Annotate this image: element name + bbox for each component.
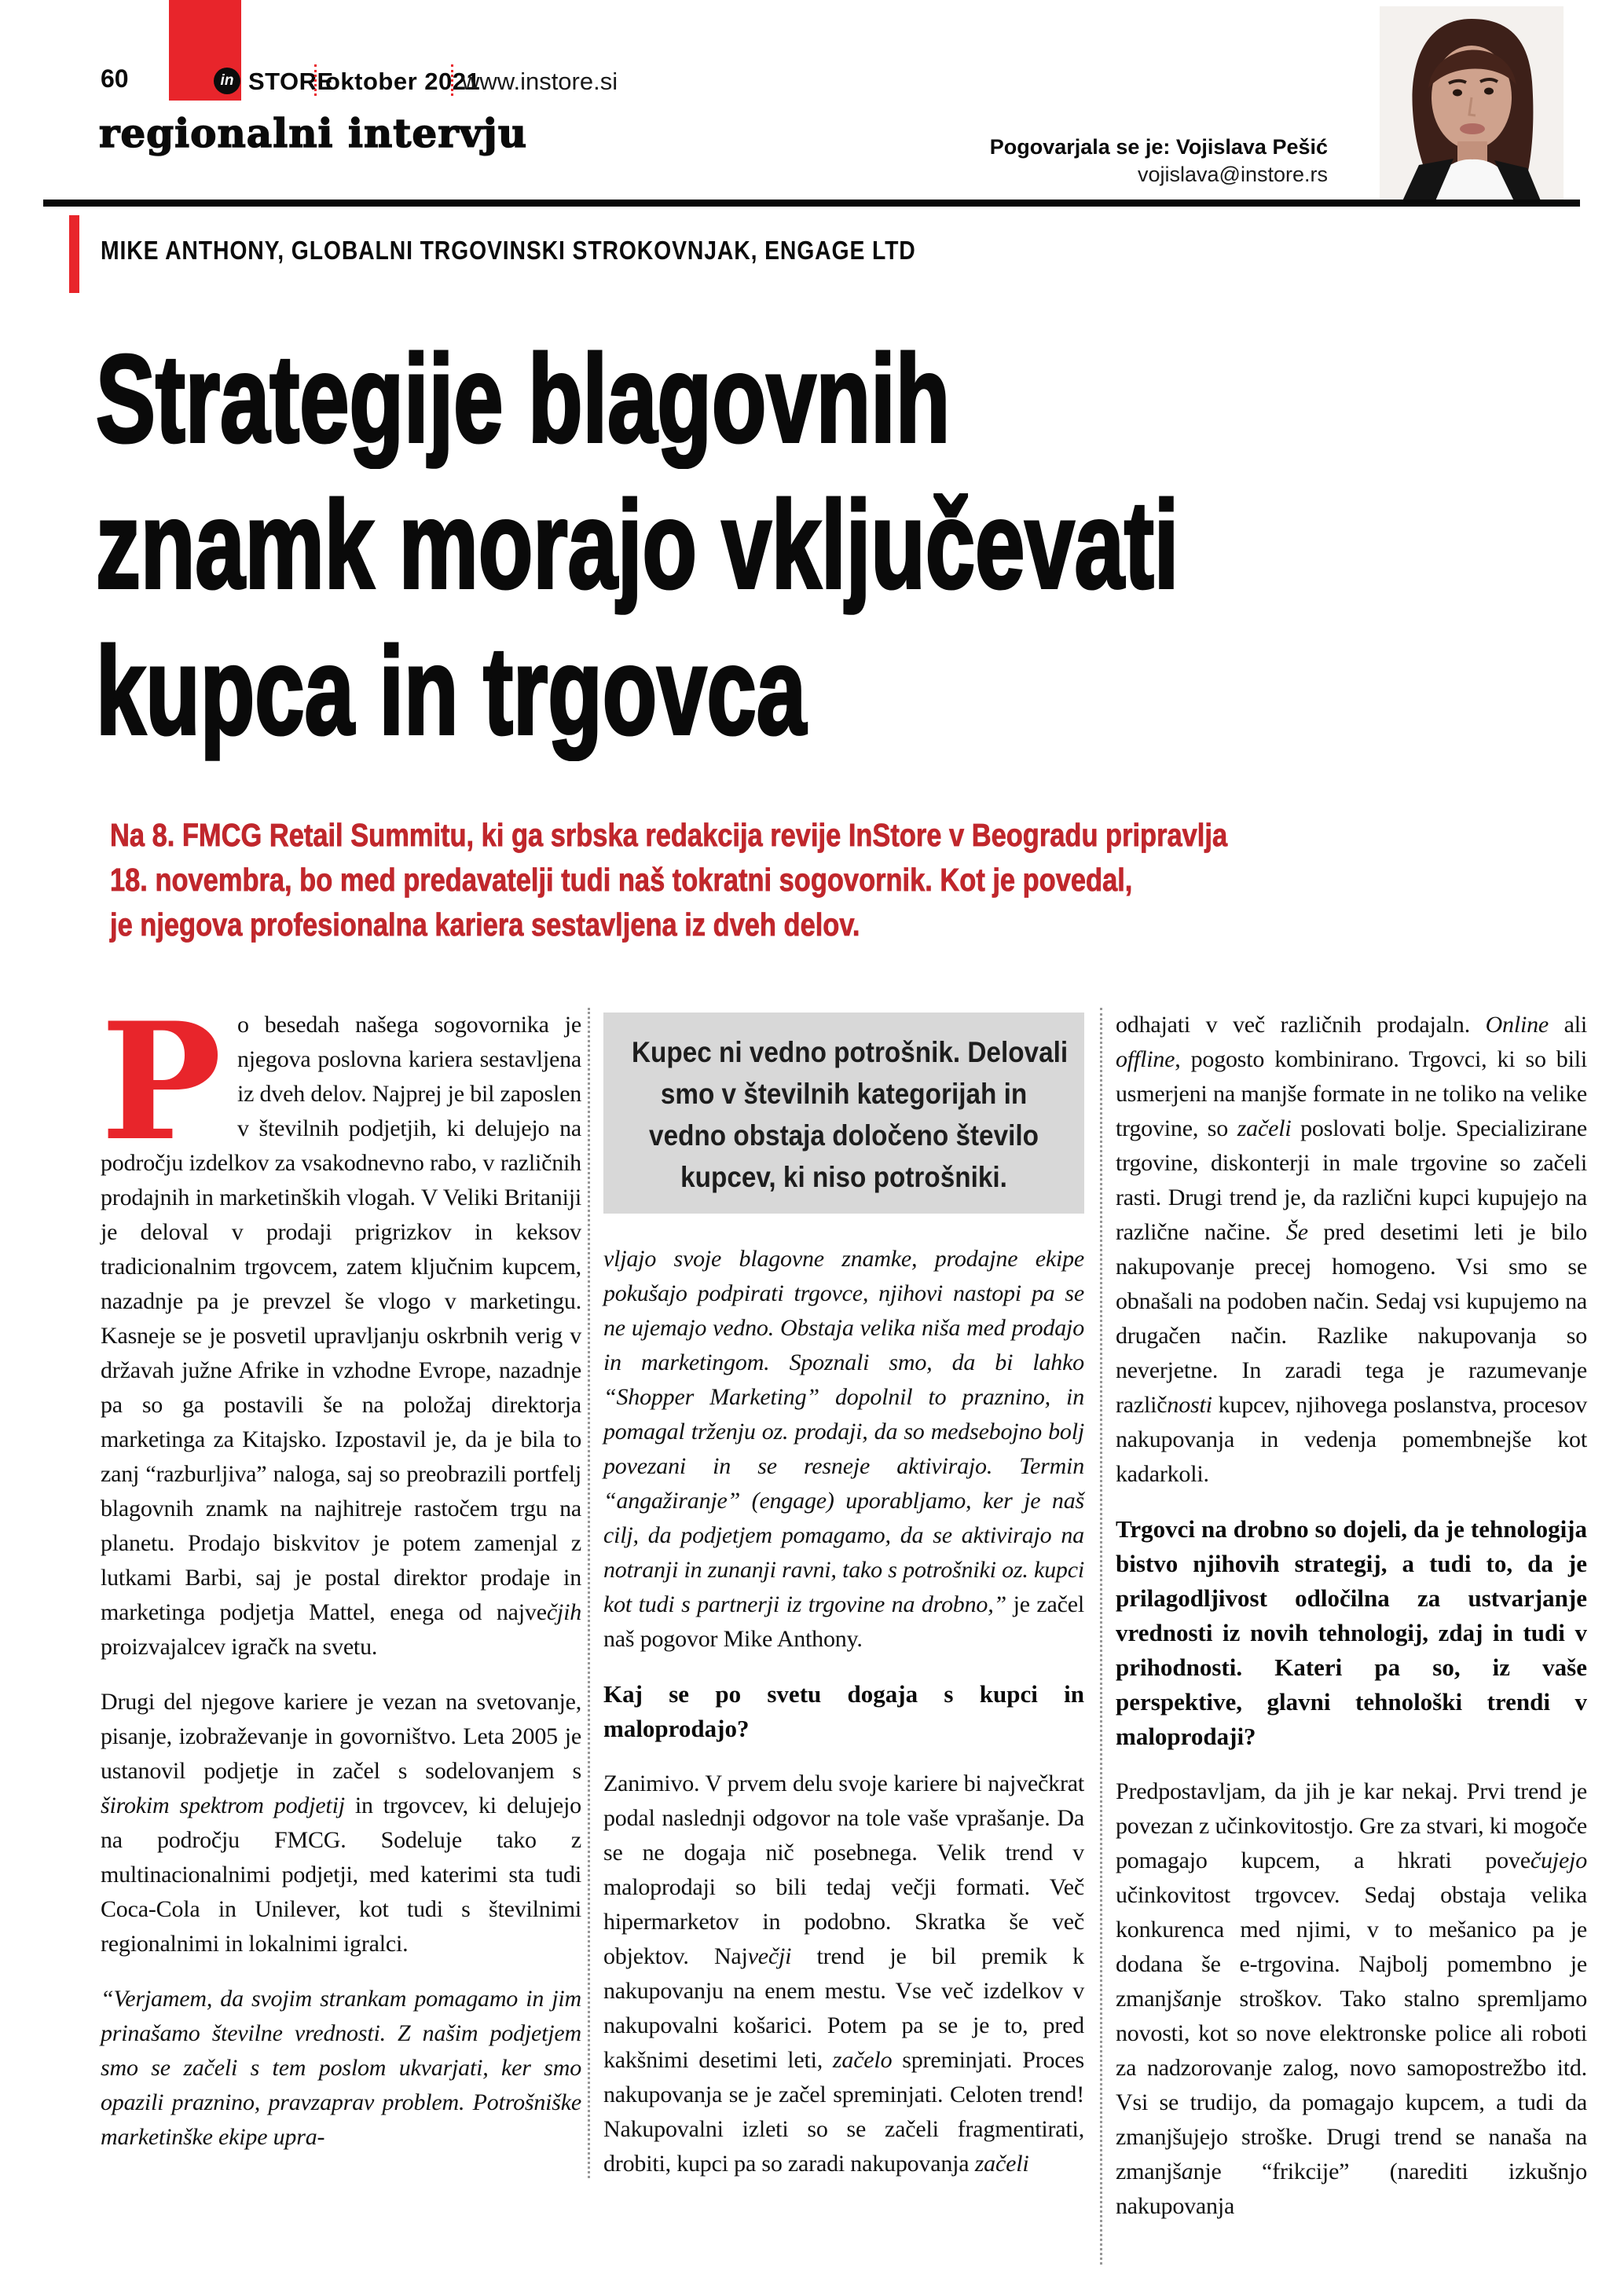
masthead-divider (451, 64, 453, 96)
body-paragraph: odhajati v več različnih prodajaln. Online ali offline, pogosto kombinirano. Trgovci, ki so bili usmerjeni na manjše formate in ne toliko na velike trgovine, so začeli poslovati bolje. Specializirane trgovine, diskonterji in male trgovine so začeli rasti. Drugi trend je, da različni kupci kupujejo na različne načine. Še pred desetimi leti je bilo nakupovanje precej homogeno. Vsi smo se obnašali na podoben način. Sedaj vsi kupujemo na drugačen način. Razlike nakupovanja so neverjetne. In zaradi tega je razumevanje različnosti kupcev, njihovega poslanstva, procesov nakupovanja in vedenja pomembnejše kot kadarkoli. (1116, 1012, 1587, 1487)
interviewer-photo (1380, 6, 1564, 203)
headline (96, 326, 1600, 764)
pull-quote-line: Kupec ni vedno potrošnik. Delovali (632, 1036, 1069, 1068)
pull-quote-line: vedno obstaja določeno število (649, 1119, 1039, 1152)
body-column-2 (603, 1008, 1084, 2202)
body-paragraph: Drugi del njegove kariere je vezan na svetovanje, pisanje, izobraževanje in govorništvo. Leta 2005 je ustanovil podjetje in začel s sodelovanjem s širokim spektrom podjetij in trgovcev, ki delujejo na področju FMCG. Sodeluje tako z multinacionalnimi podjetji, med katerimi sta tudi Coca-Cola in Unilever, kot tudi s številnimi regionalnimi in lokalnimi igralci. (101, 1689, 581, 1957)
kicker-accent-bar (69, 215, 79, 293)
pull-quote-box (603, 1013, 1084, 1214)
interview-question: Trgovci na drobno so dojeli, da je tehnologija bistvo njihovih strategij, a tudi to, da je prilagodljivost odločilna za ustvarjanje vrednosti iz novih tehnologij, zdaj in tudi v prihodnosti. Kateri pa so, iz vaše perspektive, glavni tehnološki trendi v maloprodaji? (1116, 1515, 1587, 1750)
byline-email: vojislava@instore.rs (1138, 163, 1328, 186)
column-separator (1100, 1008, 1102, 2265)
body-paragraph: Po besedah našega sogovornika je njegova poslovna kariera sestavljena iz dveh delov. Najprej je bil zaposlen v številnih podjetjih, ki delujejo na področju izdelkov za vsakodnevno rabo, v različnih prodajnih in marketinških vlogah. V Veliki Britaniji je deloval v prodaji prigrizkov in keksov tradicionalnim trgovcem, zatem ključnim kupcem, nazadnje pa je prevzel še vlogo v marketingu. Kasneje se je posvetil upravljanju oskrbnih verig v državah južne Afrike in vzhodne Evrope, nazadnje pa so ga postavili še na položaj direktorja marketinga za Kitajsko. Izpostavil je, da je bila to zanj “razburljiva” naloga, saj so preobrazili portfelj blagovnih znamk na najhitreje rastočem trgu na planetu. Prodajo biskvitov je potem zamenjal z lutkami Barbi, saj je postal direktor prodaje in marketinga podjetja Mattel, enega od največjih proizvajalcev igračk na svetu. (101, 988, 581, 1660)
body-column-1 (101, 988, 581, 2175)
byline (707, 135, 1328, 187)
column-separator (588, 1008, 590, 2178)
masthead-divider (314, 64, 317, 96)
body-paragraph: “Verjamem, da svojim strankam pomagamo in jim prinašamo številne vrednosti. Z našim podjetjem smo se začeli s tem poslom ukvarjati, ker smo opazili praznino, pravzaprav problem. Potrošniške marketinške ekipe upra- (101, 1986, 581, 2150)
headline-line: znamk morajo vključevati (96, 476, 1179, 614)
page-number: 60 (101, 64, 129, 93)
header-rule (43, 200, 1580, 207)
body-column-3 (1116, 1008, 1587, 2244)
section-title: regionalni intervju (99, 110, 528, 156)
pull-quote-line: smo v številnih kategorijah in (660, 1078, 1028, 1110)
logo-store-text: STORE (248, 68, 334, 95)
body-paragraph: Zanimivo. V prvem delu svoje kariere bi največkrat podal naslednji odgovor na tole vaše vprašanje. Da se ne dogaja nič posebnega. Velik trend v maloprodaji so bili tedaj večji formati. Več hipermarketov in podobno. Skratka še več objektov. Največji trend je bil premik k nakupovanju na enem mestu. Vse več izdelkov v nakupovalni košarici. Potem pa se je to, pred kakšnimi desetimi leti, začelo spreminjati. Proces nakupovanja se je začel spreminjati. Celoten trend! Nakupovalni izleti so se začeli fragmentirati, drobiti, kupci pa so zaradi nakupovanja začeli (603, 1771, 1084, 2177)
lede (110, 813, 1440, 947)
lede-line: 18. novembra, bo med predavatelji tudi naš tokratni sogovornik. Kot je povedal, (110, 862, 1133, 898)
drop-cap: P (101, 988, 222, 1177)
portrait-illustration (1380, 6, 1564, 203)
headline-line: kupca in trgovca (96, 622, 807, 760)
interview-question: Kaj se po svetu dogaja s kupci in maloprodajo? (603, 1680, 1084, 1742)
lede-line: Na 8. FMCG Retail Summitu, ki ga srbska redakcija revije InStore v Beogradu pripravlja (110, 817, 1228, 853)
logo-badge-text: in (220, 72, 234, 89)
website-url: www.instore.si (462, 68, 618, 95)
lede-line: je njegova profesionalna kariera sestavljena iz dveh delov. (110, 906, 860, 943)
body-paragraph: Predpostavljam, da jih je kar nekaj. Prvi trend je povezan z učinkovitostjo. Gre za stvari, ki mogoče pomagajo kupcem, a hkrati povečujejo učinkovitost trgovcev. Sedaj obstaja velika konkurenca med njimi, v to mešanico pa je dodana še e-trgovina. Najbolj pomembno je zmanjšanje stroškov. Tako stalno spremljamo novosti, kot so nove elektronske police ali roboti za nadzorovanje zalog, novo samopostrežbo itd. Vsi se trudijo, da pomagajo kupcem, a tudi da zmanjšujejo stroške. Drugi trend se nanaša na zmanjšanje “frikcije” (narediti izkušnjo nakupovanja (1116, 1778, 1587, 2219)
kicker: MIKE ANTHONY, GLOBALNI TRGOVINSKI STROKOVNJAK, ENGAGE LTD (101, 236, 916, 265)
body-paragraph: vljajo svoje blagovne znamke, prodajne ekipe pokušajo podpirati trgovce, njihovi nastopi pa se ne ujemajo vedno. Obstaja velika niša med prodajo in marketingom. Spoznali smo, da bi lahko “Shopper Marketing” dopolnil to praznino, in pomagal trženju oz. prodaji, da so medsebojno bolj povezani in se resneje aktivirajo. Termin “angažiranje” (engage) uporabljamo, ker je naš cilj, da podjetjem pomagamo, da se aktivirajo na notranji in zunanji ravni, tako s potrošniki oz. kupci kot tudi s partnerji iz trgovine na drobno,” je začel naš pogovor Mike Anthony. (603, 1246, 1085, 1652)
pull-quote-line: kupcev, ki niso potrošniki. (680, 1161, 1007, 1193)
byline-author: Pogovarjala se je: Vojislava Pešić (989, 135, 1328, 159)
instore-logo-icon (214, 68, 240, 94)
issue-date: oktober 2021 (325, 68, 481, 95)
headline-line: Strategije blagovnih (96, 330, 951, 468)
